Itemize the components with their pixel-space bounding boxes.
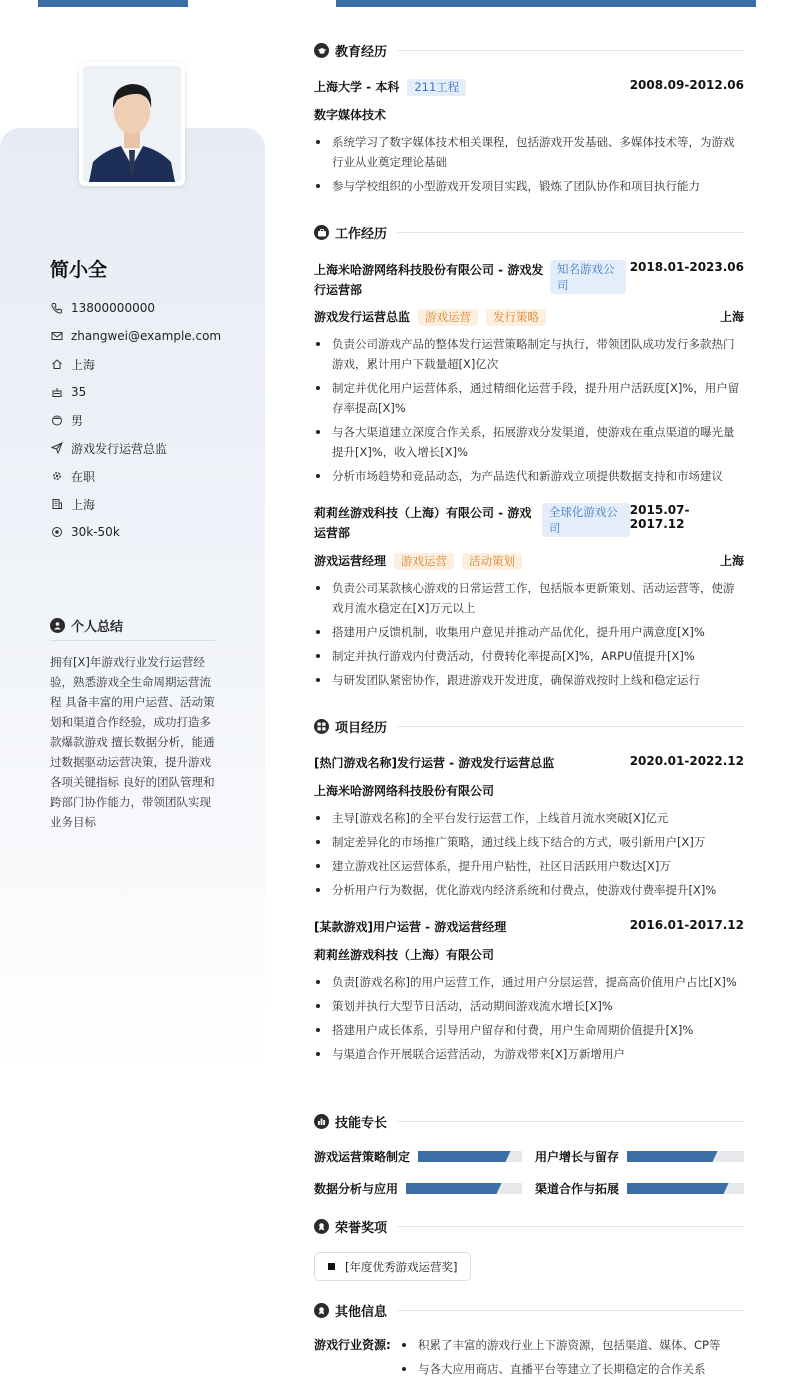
contact-info-list [50,294,221,546]
info-gender [50,406,221,434]
project-bullets [314,808,744,904]
summary-title: 个人总结 [71,620,124,635]
list-item: 建立游戏社区运营体系，提升用户粘性，社区日活跃用户数达[X]万 [314,856,744,876]
home-icon [50,358,63,371]
work-title: 工作经历 [335,227,388,242]
project-company: 上海米哈游网络科技股份有限公司 [314,784,495,798]
salary-icon [50,526,63,539]
info-text: 上海 [71,357,96,372]
divider [397,1226,744,1227]
role-row [314,308,744,326]
skill-name: 游戏运营策略制定 [314,1150,411,1164]
education-heading [314,41,744,60]
education-date: 2008.09-2012.06 [629,78,744,92]
job-role: 游戏发行运营总监 [314,310,411,324]
info-text: 13800000000 [71,301,155,315]
phone-icon [50,302,63,315]
list-item: 负责[游戏名称]的用户运营工作，通过用户分层运营，提高高价值用户占比[X]% [314,972,744,992]
skill-bar [406,1183,522,1194]
role-tag: 游戏运营 [394,553,454,570]
list-item: 搭建用户成长体系，引导用户留存和付费，用户生命周期价值提升[X]% [314,1020,744,1040]
info-status [50,462,221,490]
info-text: zhangwei@example.com [71,329,222,343]
info-city [50,490,221,518]
divider [397,1121,744,1122]
list-item: 分析市场趋势和竞品动态，为产品迭代和新游戏立项提供数据支持和市场建议 [314,466,744,486]
school-tag: 211工程 [407,79,466,96]
info-location [50,350,221,378]
divider [397,50,744,51]
grid-icon [314,719,329,734]
skills-title: 技能专长 [335,1116,388,1131]
award-text: [年度优秀游戏运营奖] [345,1259,458,1274]
job-row [314,503,744,543]
school-name: 上海大学 - 本科 [314,80,400,94]
skill-bar-fill [418,1151,514,1162]
divider [397,726,744,727]
info-age [50,378,221,406]
divider [50,640,215,641]
age-icon [50,386,63,399]
list-item: 负责公司某款核心游戏的日常运营工作，包括版本更新策划、活动运营等，使游戏月流水稳定在[X]万元以上 [314,578,744,618]
projects-title: 项目经历 [335,721,388,736]
skill-bar [418,1151,522,1162]
info-text: 上海 [71,497,96,512]
project-company: 莉莉丝游戏科技（上海）有限公司 [314,948,495,962]
job-date: 2018.01-2023.06 [629,260,744,274]
role-row [314,552,744,570]
info-salary [50,518,221,546]
awards-title: 荣誉奖项 [335,1221,388,1236]
job-city: 上海 [719,554,744,568]
company-tag: 知名游戏公司 [550,260,626,294]
role-tag: 游戏运营 [418,309,478,326]
job-city: 上海 [719,310,744,324]
major: 数字媒体技术 [314,108,387,122]
skill-bar [627,1151,744,1162]
awards-heading [314,1217,744,1236]
list-item: 主导[游戏名称]的全平台发行运营工作，上线首月流水突破[X]亿元 [314,808,744,828]
list-item: 制定差异化的市场推广策略，通过线上线下结合的方式，吸引新用户[X]万 [314,832,744,852]
job-date: 2015.07-2017.12 [629,503,690,531]
info-text: 男 [71,413,84,428]
skill-item [535,1180,744,1197]
info-icon [314,1303,329,1318]
info-phone [50,294,221,322]
info-text: 游戏发行运营总监 [71,441,168,456]
project-bullets [314,972,744,1068]
list-item: 与各大应用商店、直播平台等建立了长期稳定的合作关系 [400,1359,744,1379]
building-icon [50,498,63,511]
top-accent-bar-right [336,0,756,7]
list-item: 负责公司游戏产品的整体发行运营策略制定与执行，带领团队成功发行多款热门游戏，累计用户下载量超[X]亿次 [314,334,744,374]
skills-heading [314,1112,744,1131]
list-item: 分析用户行为数据，优化游戏内经济系统和付费点，使游戏付费率提升[X]% [314,880,744,900]
job-role: 游戏运营经理 [314,554,387,568]
other-bullets [400,1335,744,1383]
avatar [79,62,185,186]
divider [397,232,744,233]
summary-heading [50,616,123,635]
project-date: 2020.01-2022.12 [629,754,744,768]
education-row [314,78,744,96]
info-position [50,434,221,462]
project-name: [热门游戏名称]发行运营 - 游戏发行运营总监 [314,756,555,770]
list-item: 制定并优化用户运营体系，通过精细化运营手段，提升用户活跃度[X]%，用户留存率提高[X]% [314,378,744,418]
skill-bar-fill [627,1151,721,1162]
list-item: 与各大渠道建立深度合作关系，拓展游戏分发渠道，使游戏在重点渠道的曝光量提升[X]%，收入增长[X]% [314,422,744,462]
list-item: 积累了丰富的游戏行业上下游资源，包括渠道、媒体、CP等 [400,1335,744,1355]
other-label: 游戏行业资源: [314,1338,391,1352]
skill-item [314,1148,522,1165]
portrait-image [83,66,181,182]
project-date: 2016.01-2017.12 [629,918,744,932]
company-name: 上海米哈游网络科技股份有限公司 - 游戏发行运营部 [314,263,544,297]
job-row [314,260,744,300]
other-title: 其他信息 [335,1305,388,1320]
project-row [314,918,744,935]
list-item: 参与学校组织的小型游戏开发项目实践，锻炼了团队协作和项目执行能力 [314,176,744,196]
briefcase-icon [314,225,329,240]
bar-chart-icon [314,1114,329,1129]
send-icon [50,442,63,455]
mail-icon [50,330,63,343]
role-tag: 发行策略 [486,309,546,326]
skill-bar-fill [406,1183,505,1194]
education-bullets [314,132,744,200]
list-item: 制定并执行游戏内付费活动，付费转化率提高[X]%，ARPU值提升[X]% [314,646,744,666]
skill-name: 渠道合作与拓展 [535,1182,620,1196]
top-accent-bar-left [38,0,188,7]
skill-item [314,1180,522,1197]
list-item: 系统学习了数字媒体技术相关课程，包括游戏开发基础、多媒体技术等，为游戏行业从业奠定理论基础 [314,132,744,172]
skill-bar [627,1183,744,1194]
list-item: 与研发团队紧密协作，跟进游戏开发进度，确保游戏按时上线和稳定运行 [314,670,744,690]
status-icon [50,470,63,483]
project-row [314,754,744,771]
list-item: 与渠道合作开展联合运营活动，为游戏带来[X]万新增用户 [314,1044,744,1064]
candidate-name: 简小全 [50,259,108,281]
skill-name: 数据分析与应用 [314,1182,399,1196]
info-text: 30k-50k [71,525,120,539]
education-title: 教育经历 [335,45,388,60]
award-badge [314,1252,471,1281]
list-item: 策划并执行大型节日活动，活动期间游戏流水增长[X]% [314,996,744,1016]
projects-heading [314,717,744,736]
square-bullet-icon [328,1263,335,1270]
graduation-cap-icon [314,43,329,58]
company-tag: 全球化游戏公司 [542,503,630,537]
divider [397,1310,744,1311]
company-name: 莉莉丝游戏科技（上海）有限公司 - 游戏运营部 [314,506,532,540]
gender-icon [50,414,63,427]
job-bullets [314,578,744,694]
skill-item [535,1148,744,1165]
work-heading [314,223,744,242]
info-text: 35 [71,385,87,399]
project-name: [某款游戏]用户运营 - 游戏运营经理 [314,920,507,934]
role-tag: 活动策划 [462,553,522,570]
other-heading [314,1301,744,1320]
list-item: 搭建用户反馈机制，收集用户意见并推动产品优化，提升用户满意度[X]% [314,622,744,642]
info-email [50,322,221,350]
skill-bar-fill [627,1183,732,1194]
skill-name: 用户增长与留存 [535,1150,620,1164]
job-bullets [314,334,744,490]
award-icon [314,1219,329,1234]
summary-text: 拥有[X]年游戏行业发行运营经验，熟悉游戏全生命周期运营流程 具备丰富的用户运营、活动策划和渠道合作经验，成功打造多款爆款游戏 擅长数据分析，能通过数据驱动运营决策，提升游戏各项关键指标 良好的团队管理和跨部门协作能力，带领团队实现业务目标 [50,655,215,829]
user-icon [50,618,65,633]
info-text: 在职 [71,469,96,484]
